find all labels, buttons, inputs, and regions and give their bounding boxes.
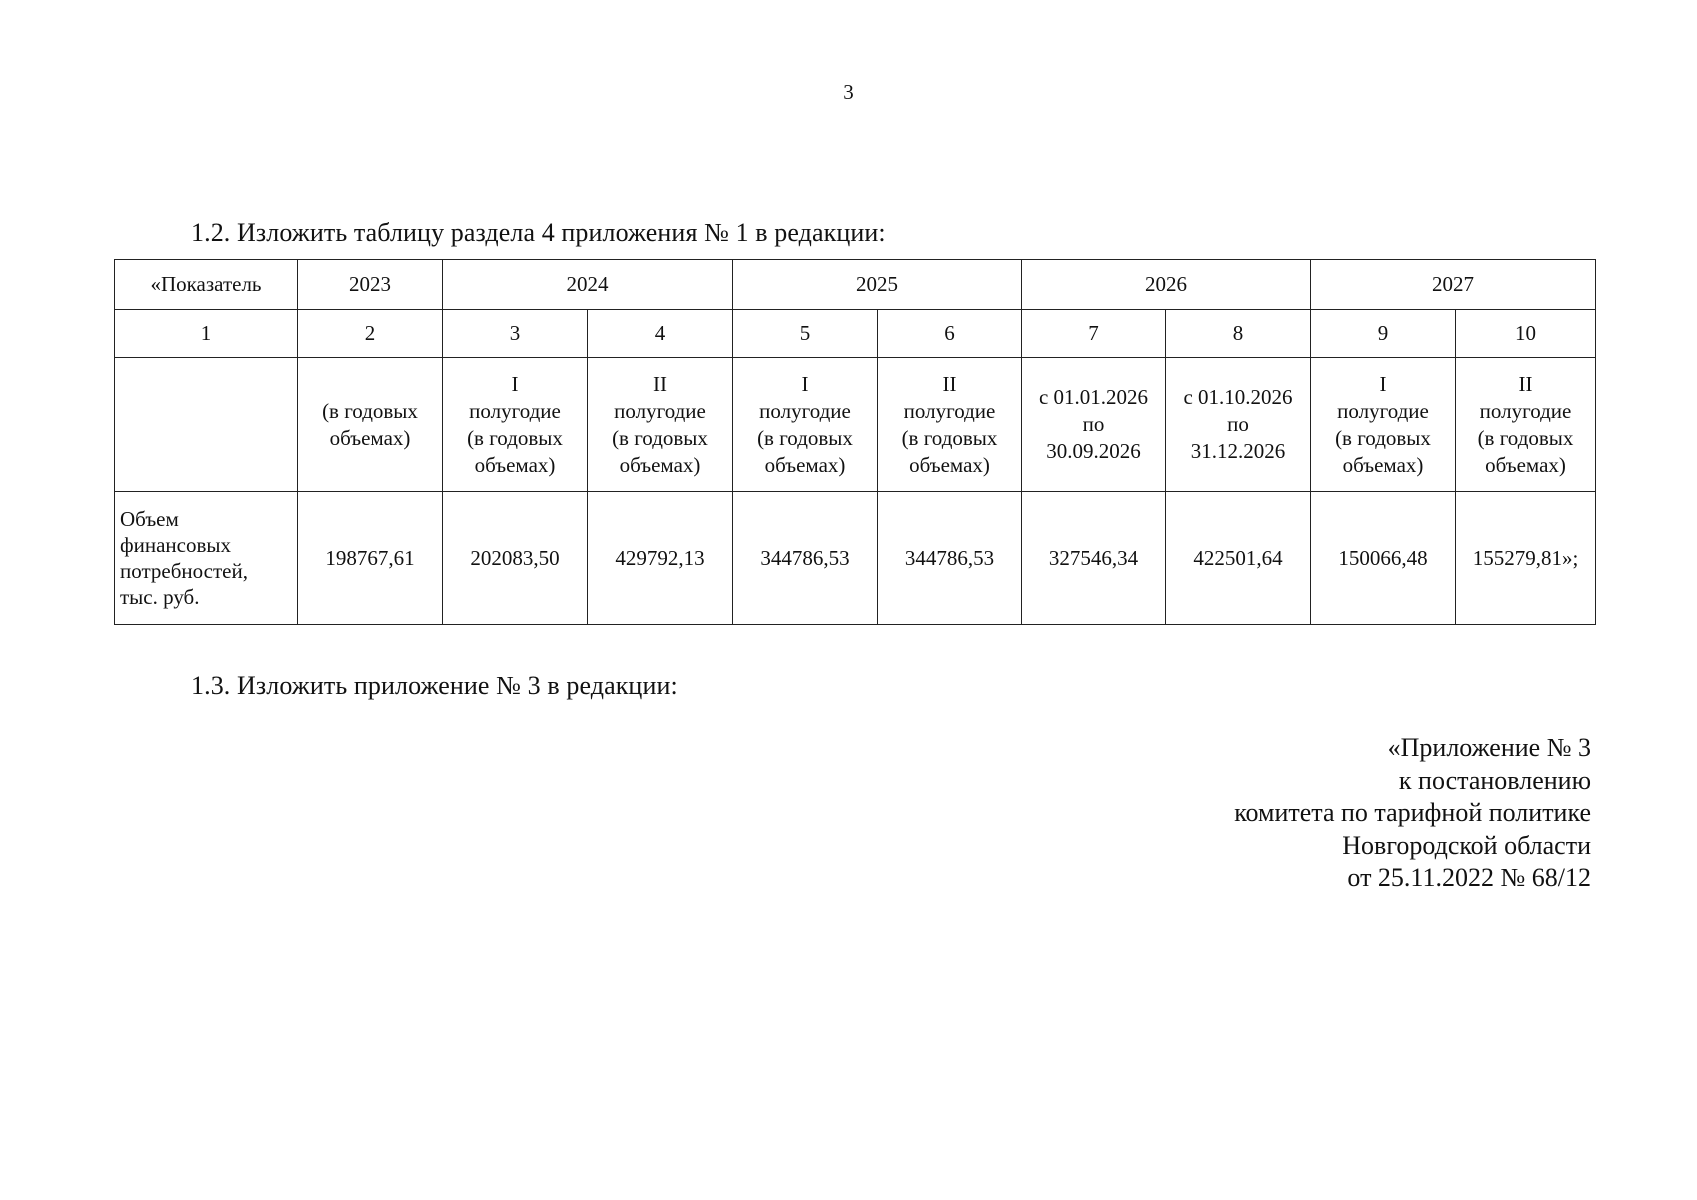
period-cell: с 01.10.2026 по 31.12.2026 [1166, 358, 1311, 492]
period-cell: II полугодие (в годовых объемах) [1456, 358, 1596, 492]
column-number: 2 [298, 310, 443, 358]
column-number: 5 [733, 310, 878, 358]
year-header-2024: 2024 [443, 260, 733, 310]
period-cell: II полугодие (в годовых объемах) [878, 358, 1022, 492]
table-row-periods [115, 358, 1596, 492]
year-header-2025: 2025 [733, 260, 1022, 310]
value-cell: 429792,13 [588, 492, 733, 625]
year-header-2026: 2026 [1022, 260, 1311, 310]
value-cell: 327546,34 [1022, 492, 1166, 625]
page-number: 3 [843, 80, 854, 104]
column-number: 7 [1022, 310, 1166, 358]
period-cell: I полугодие (в годовых объемах) [443, 358, 588, 492]
value-cell: 198767,61 [298, 492, 443, 625]
value-cell: 202083,50 [443, 492, 588, 625]
column-number: 9 [1311, 310, 1456, 358]
year-header-2027: 2027 [1311, 260, 1596, 310]
paragraph-1-3: 1.3. Изложить приложение № 3 в редакции: [191, 671, 678, 700]
column-number: 8 [1166, 310, 1311, 358]
appendix-line: комитета по тарифной политике [1234, 798, 1591, 827]
period-cell: (в годовых объемах) [298, 358, 443, 492]
value-cell: 344786,53 [733, 492, 878, 625]
period-cell: с 01.01.2026 по 30.09.2026 [1022, 358, 1166, 492]
value-cell: 150066,48 [1311, 492, 1456, 625]
value-cell: 155279,81»; [1456, 492, 1596, 625]
value-cell: 344786,53 [878, 492, 1022, 625]
column-number: 6 [878, 310, 1022, 358]
column-number: 3 [443, 310, 588, 358]
period-cell: I полугодие (в годовых объемах) [1311, 358, 1456, 492]
value-cell: 422501,64 [1166, 492, 1311, 625]
period-cell: I полугодие (в годовых объемах) [733, 358, 878, 492]
table-row-column-numbers [115, 310, 1596, 358]
row-label-financial-needs: Объем финансовых потребностей, тыс. руб. [115, 492, 298, 625]
column-number: 1 [115, 310, 298, 358]
column-number: 10 [1456, 310, 1596, 358]
year-header-2023: 2023 [298, 260, 443, 310]
appendix-line: Новгородской области [1342, 830, 1591, 860]
appendix-heading [1234, 732, 1591, 895]
period-cell-empty [115, 358, 298, 492]
financial-needs-table [114, 259, 1596, 625]
paragraph-1-2: 1.2. Изложить таблицу раздела 4 приложения № 1 в редакции: [191, 218, 886, 247]
appendix-line: от 25.11.2022 № 68/12 [1347, 863, 1591, 892]
appendix-line: «Приложение № 3 [1387, 733, 1591, 762]
column-number: 4 [588, 310, 733, 358]
appendix-line: к постановлению [1398, 765, 1591, 795]
table-row-data [115, 492, 1596, 625]
period-cell: II полугодие (в годовых объемах) [588, 358, 733, 492]
table-row-years [115, 260, 1596, 310]
indicator-header: «Показатель [115, 260, 298, 310]
